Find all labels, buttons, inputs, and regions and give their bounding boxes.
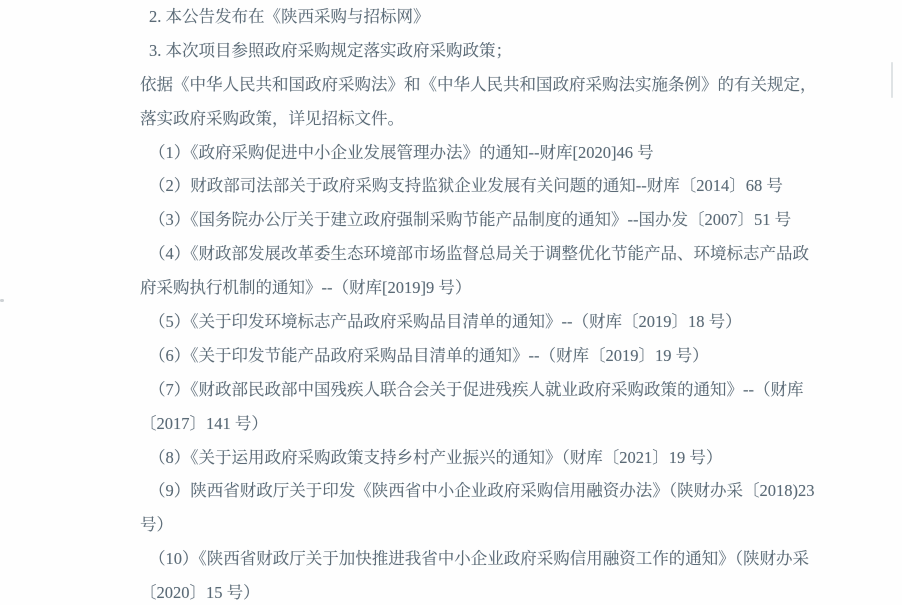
text-line: 号）: [140, 515, 173, 535]
text-line: （9）陕西省财政厅关于印发《陕西省中小企业政府采购信用融资办法》（陕财办采〔2018)23: [149, 481, 815, 501]
document-body: [140, 0, 895, 605]
text-line: 〔2017〕141 号）: [140, 413, 268, 433]
text-line: 府采购执行机制的通知》--（财库[2019]9 号）: [140, 278, 472, 298]
text-line: 2. 本公告发布在《陕西采购与招标网》: [149, 7, 430, 26]
text-line: 依据《中华人民共和国政府采购法》和《中华人民共和国政府采购法实施条例》的有关规定，: [140, 74, 817, 94]
text-line: 3. 本次项目参照政府采购规定落实政府采购政策；: [149, 40, 512, 60]
text-line: （2）财政部司法部关于政府采购支持监狱企业发展有关问题的通知--财库〔2014〕68 号: [149, 176, 783, 196]
text-line: （7）《财政部民政部中国残疾人联合会关于促进残疾人就业政府采购政策的通知》--（财库: [149, 379, 804, 399]
text-line: （8）《关于运用政府采购政策支持乡村产业振兴的通知》（财库〔2021〕19 号）: [149, 447, 723, 467]
text-line: （10）《陕西省财政厅关于加快推进我省中小企业政府采购信用融资工作的通知》（陕财办采: [149, 549, 809, 569]
text-line: 〔2020〕15 号）: [140, 583, 260, 603]
text-line: （5）《关于印发环境标志产品政府采购品目清单的通知》--（财库〔2019〕18 号）: [149, 312, 742, 332]
text-line: 落实政府采购政策，详见招标文件。: [140, 108, 404, 128]
text-line: （4）《财政部发展改革委生态环境部市场监督总局关于调整优化节能产品、环境标志产品政: [149, 244, 809, 264]
text-line: （1）《政府采购促进中小企业发展管理办法》的通知--财库[2020]46 号: [149, 142, 654, 162]
scan-speck: [0, 299, 4, 302]
text-line: （6）《关于印发节能产品政府采购品目清单的通知》--（财库〔2019〕19 号）: [149, 345, 709, 365]
text-line: （3）《国务院办公厅关于建立政府强制采购节能产品制度的通知》--国办发〔2007〕51 号: [149, 210, 792, 230]
